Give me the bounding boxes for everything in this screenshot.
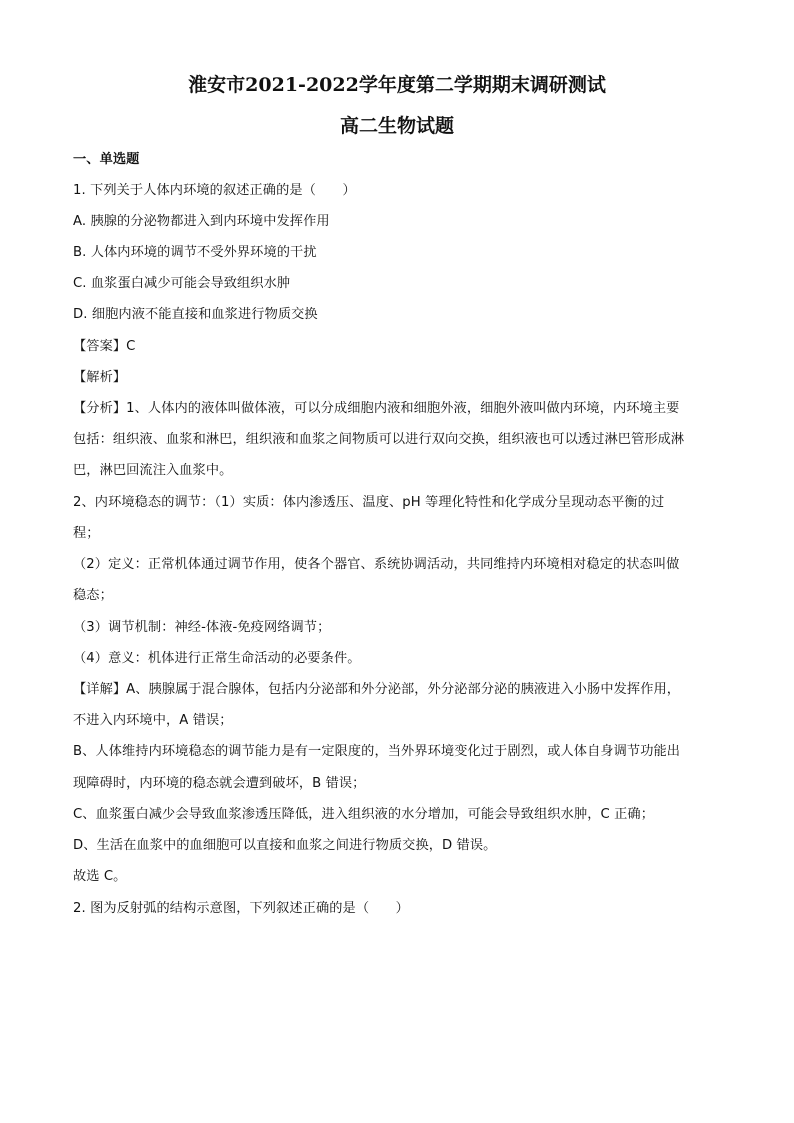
analysis-line: C、血浆蛋白减少会导致血浆渗透压降低，进入组织液的水分增加，可能会导致组织水肿，C 正确； [73,807,654,822]
analysis-line: （4）意义：机体进行正常生命活动的必要条件。 [73,651,361,666]
question-1-option-c: C. 血浆蛋白减少可能会导致组织水肿 [73,276,291,291]
analysis-line: 【详解】A、胰腺属于混合腺体，包括内分泌部和外分泌部，外分泌部分泌的胰液进入小肠中发挥作用， [73,682,681,697]
question-1-option-a: A. 胰腺的分泌物都进入到内环境中发挥作用 [73,214,330,229]
analysis-line: （3）调节机制：神经-体液-免疫网络调节； [73,620,331,635]
analysis-line: 稳态； [73,588,113,603]
question-1-option-d: D. 细胞内液不能直接和血浆进行物质交换 [73,307,318,322]
exam-title: 淮安市2021-2022学年度第二学期期末调研测试 [188,74,606,96]
question-1-stem: 1. 下列关于人体内环境的叙述正确的是（ ） [73,183,356,198]
analysis-line: 包括：组织液、血浆和淋巴，组织液和血浆之间物质可以进行双向交换，组织液也可以透过淋巴管形成淋 [73,432,685,447]
analysis-line: 【分析】1、人体内的液体叫做体液，可以分成细胞内液和细胞外液，细胞外液叫做内环境，内环境主要 [73,401,680,416]
analysis-line: 现障碍时，内环境的稳态就会遭到破坏，B 错误； [73,776,366,791]
analysis-line: D、生活在血浆中的血细胞可以直接和血浆之间进行物质交换，D 错误。 [73,838,497,853]
analysis-line: 程； [73,526,100,541]
analysis-label: 【解析】 [73,370,127,385]
analysis-line: 巴，淋巴回流注入血浆中。 [73,463,233,478]
analysis-line: 不进入内环境中，A 错误； [73,713,233,728]
analysis-line: （2）定义：正常机体通过调节作用，使各个器官、系统协调活动，共同维持内环境相对稳定的状态叫做 [73,557,680,572]
exam-subtitle: 高二生物试题 [339,115,454,137]
section-heading: 一、单选题 [73,152,140,167]
analysis-line: B、人体维持内环境稳态的调节能力是有一定限度的，当外界环境变化过于剧烈，或人体自身调节功能出 [73,744,681,759]
question-1-option-b: B. 人体内环境的调节不受外界环境的干扰 [73,245,317,260]
question-2-stem: 2. 图为反射弧的结构示意图，下列叙述正确的是（ ） [73,901,409,916]
analysis-line: 故选 C。 [73,869,127,884]
analysis-line: 2、内环境稳态的调节：（1）实质：体内渗透压、温度、pH 等理化特性和化学成分呈现动态平衡的过 [73,495,665,510]
answer-line: 【答案】C [73,339,136,354]
